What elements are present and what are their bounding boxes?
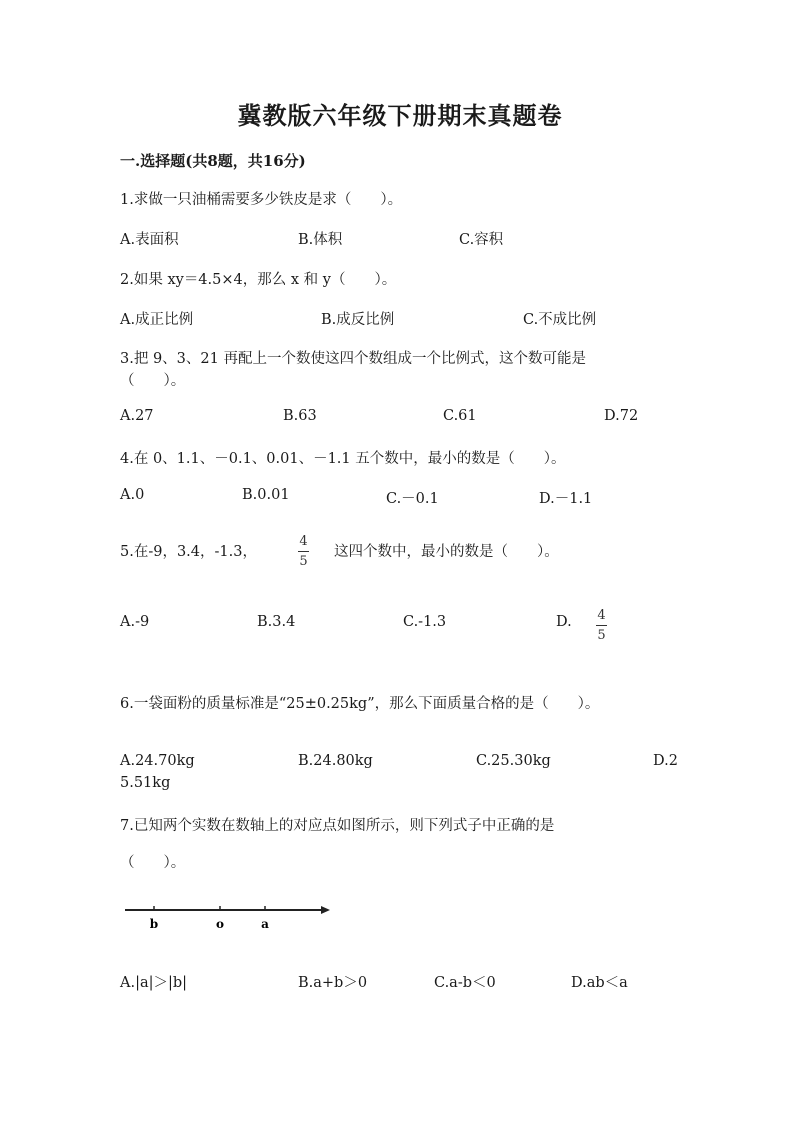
- q6-option-b: B.24.80kg: [298, 753, 373, 769]
- q4-option-a: A.0: [120, 487, 145, 503]
- q4-option-b: B.0.01: [242, 487, 290, 503]
- q5-fraction: [298, 535, 309, 568]
- question-6-stem: 6.一袋面粉的质量标准是“25±0.25kg”，那么下面质量合格的是（ ）。: [120, 696, 600, 712]
- q4-option-d: D.－1.1: [539, 491, 593, 507]
- q3-option-c: C.61: [443, 408, 477, 424]
- q6-option-d: D.2: [653, 753, 678, 769]
- q6-option-d-wrap: 5.51kg: [120, 775, 171, 791]
- question-2-stem: 2.如果 xy＝4.5×4，那么 x 和 y（ ）。: [120, 272, 397, 288]
- question-5-stem-part2: 这四个数中，最小的数是（ ）。: [334, 544, 559, 560]
- q2-option-a: A.成正比例: [120, 312, 194, 328]
- q2-option-c: C.不成比例: [523, 312, 597, 328]
- axis-label-b: b: [149, 917, 159, 931]
- q5-option-d: D.: [556, 614, 572, 630]
- fraction-numerator: 4: [299, 534, 308, 549]
- q5-option-a: A.-9: [120, 614, 150, 630]
- axis-label-a: a: [261, 917, 269, 931]
- q5-option-b: B.3.4: [257, 614, 296, 630]
- section-heading: 一.选择题(共8题，共16分): [120, 152, 306, 170]
- fraction-bar: [298, 551, 309, 552]
- question-7-stem-line1: 7.已知两个实数在数轴上的对应点如图所示，则下列式子中正确的是: [120, 818, 555, 834]
- q7-option-a: A.|a|＞|b|: [120, 975, 188, 991]
- question-3-stem-line1: 3.把 9、3、21 再配上一个数使这四个数组成一个比例式，这个数可能是: [120, 351, 586, 367]
- q7-option-b: B.a+b＞0: [298, 975, 368, 991]
- fraction-numerator: 4: [597, 608, 606, 623]
- fraction-denominator: 5: [597, 628, 606, 643]
- number-line-arrow-icon: [321, 906, 330, 914]
- q1-option-a: A.表面积: [120, 232, 179, 248]
- number-line-figure: [118, 898, 338, 938]
- q7-option-c: C.a-b＜0: [434, 975, 496, 991]
- q5-option-d-fraction: [596, 609, 607, 642]
- question-1-stem: 1.求做一只油桶需要多少铁皮是求（ ）。: [120, 192, 403, 208]
- fraction-bar: [596, 625, 607, 626]
- q3-option-d: D.72: [604, 408, 639, 424]
- q1-option-c: C.容积: [459, 232, 504, 248]
- question-4-stem: 4.在 0、1.1、－0.1、0.01、－1.1 五个数中，最小的数是（ ）。: [120, 451, 566, 467]
- question-3-stem-line2: （ ）。: [120, 373, 186, 389]
- page-title: 冀教版六年级下册期末真题卷: [237, 101, 563, 130]
- q2-option-b: B.成反比例: [321, 312, 395, 328]
- axis-label-o: o: [215, 917, 225, 931]
- q1-option-b: B.体积: [298, 232, 343, 248]
- question-5-stem-part1: 5.在-9，3.4，-1.3，: [120, 544, 257, 560]
- question-7-stem-line2: （ ）。: [120, 855, 186, 871]
- q3-option-a: A.27: [120, 408, 154, 424]
- q4-option-c: C.－0.1: [386, 491, 439, 507]
- q5-option-c: C.-1.3: [403, 614, 447, 630]
- q3-option-b: B.63: [283, 408, 317, 424]
- fraction-denominator: 5: [299, 554, 308, 569]
- q6-option-a: A.24.70kg: [120, 753, 195, 769]
- q7-option-d: D.ab＜a: [571, 975, 628, 991]
- q6-option-c: C.25.30kg: [476, 753, 551, 769]
